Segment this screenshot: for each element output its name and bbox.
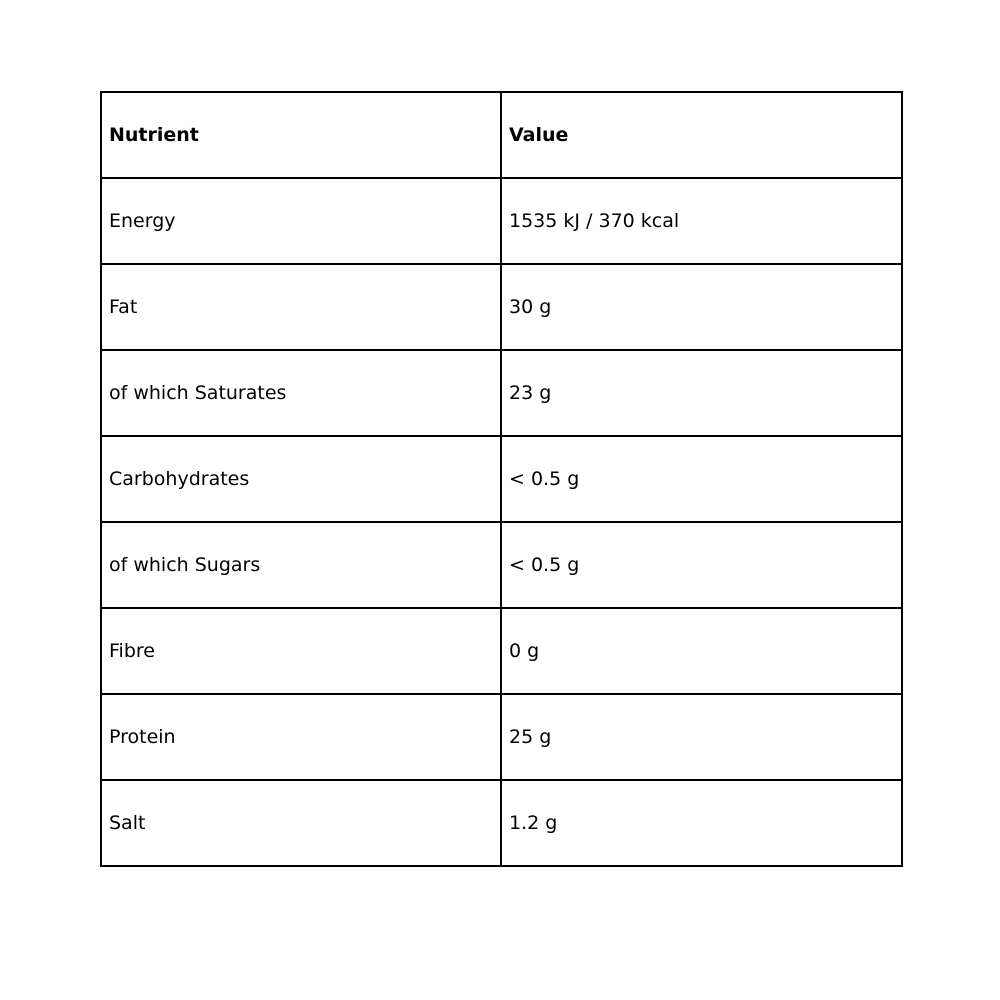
table-row: [101, 436, 902, 522]
value-cell: < 0.5 g: [501, 522, 902, 608]
header-row: [101, 92, 902, 178]
table-header: [101, 92, 902, 178]
nutrient-cell: of which Saturates: [101, 350, 501, 436]
nutrient-cell: of which Sugars: [101, 522, 501, 608]
nutrition-table: [100, 91, 903, 867]
value-cell: < 0.5 g: [501, 436, 902, 522]
table-row: [101, 608, 902, 694]
table-row: [101, 694, 902, 780]
nutrient-cell: Fat: [101, 264, 501, 350]
table-row: [101, 780, 902, 866]
value-cell: 1.2 g: [501, 780, 902, 866]
nutrient-cell: Protein: [101, 694, 501, 780]
nutrient-cell: Salt: [101, 780, 501, 866]
header-nutrient: Nutrient: [101, 92, 501, 178]
value-cell: 1535 kJ / 370 kcal: [501, 178, 902, 264]
table-row: [101, 522, 902, 608]
table-row: [101, 178, 902, 264]
value-cell: 30 g: [501, 264, 902, 350]
nutrient-cell: Fibre: [101, 608, 501, 694]
table-row: [101, 264, 902, 350]
value-cell: 25 g: [501, 694, 902, 780]
nutrient-cell: Carbohydrates: [101, 436, 501, 522]
nutrient-cell: Energy: [101, 178, 501, 264]
table-row: [101, 350, 902, 436]
value-cell: 0 g: [501, 608, 902, 694]
value-cell: 23 g: [501, 350, 902, 436]
header-value: Value: [501, 92, 902, 178]
table-body: [101, 178, 902, 866]
